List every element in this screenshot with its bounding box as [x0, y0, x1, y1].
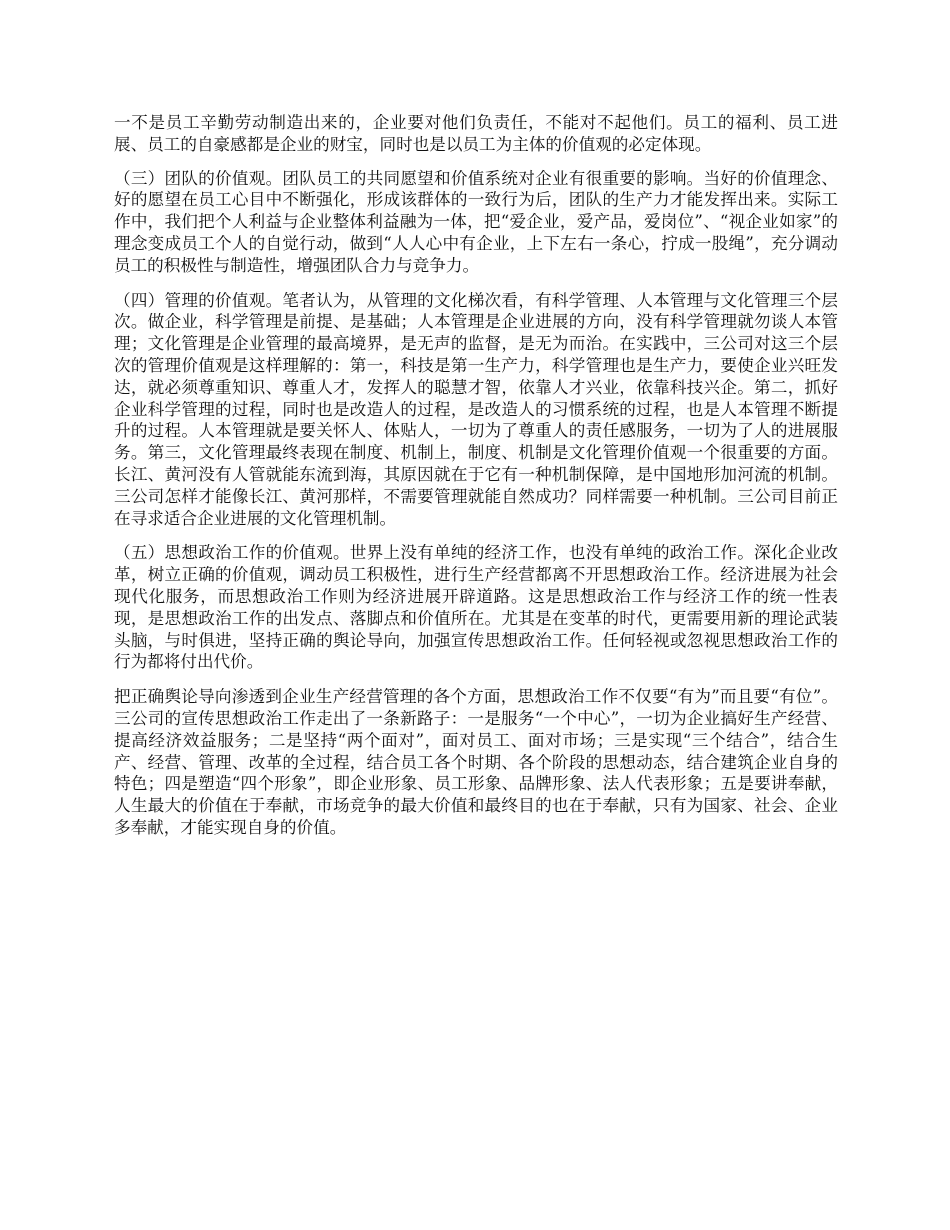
paragraph-management-values: （四）管理的价值观。笔者认为，从管理的文化梯次看，有科学管理、人本管理与文化管理三个层次。做企业，科学管理是前提、是基础；人本管理是企业进展的方向，没有科学管理就勿谈人本管理；文化管理是企业管理的最高境界，是无声的监督，是无为而治。在实践中，三公司对这三个层次的管理价值观是这样理解的：第一，科技是第一生产力，科学管理也是生产力，要使企业兴旺发达，就必须尊重知识、尊重人才，发挥人的聪慧才智，依靠人才兴业，依靠科技兴企。第二，抓好企业科学管理的过程，同时也是改造人的过程，是改造人的习惯系统的过程，也是人本管理不断提升的过程。人本管理就是要关怀人、体贴人，一切为了尊重人的责任感服务，一切为了人的进展服务。第三，文化管理最终表现在制度、机制上，制度、机制是文化管理价值观一个很重要的方面。长江、黄河没有人管就能东流到海，其原因就在于它有一种机制保障，是中国地形加河流的机制。三公司怎样才能像长江、黄河那样，不需要管理就能自然成功？同样需要一种机制。三公司目前正在寻求适合企业进展的文化管理机制。: [114, 290, 838, 528]
paragraph-team-values: （三）团队的价值观。团队员工的共同愿望和价值系统对企业有很重要的影响。当好的价值理念、好的愿望在员工心目中不断强化，形成该群体的一致行为后，团队的生产力才能发挥出来。实际工作中，我们把个人利益与企业整体利益融为一体，把“爱企业，爱产品，爱岗位”、“视企业如家”的理念变成员工个人的自觉行动，做到“人人心中有企业，上下左右一条心，拧成一股绳”，充分调动员工的积极性与制造性，增强团队合力与竞争力。: [114, 168, 838, 275]
paragraph-political-work-values: （五）思想政治工作的价值观。世界上没有单纯的经济工作，也没有单纯的政治工作。深化企业改革，树立正确的价值观，调动员工积极性，进行生产经营都离不开思想政治工作。经济进展为社会现代化服务，而思想政治工作则为经济进展开辟道路。这是思想政治工作与经济工作的统一性表现，是思想政治工作的出发点、落脚点和价值所在。尤其是在变革的时代，更需要用新的理论武装头脑，与时俱进，坚持正确的舆论导向，加强宣传思想政治工作。任何轻视或忽视思想政治工作的行为都将付出代价。: [114, 543, 838, 672]
document-body: [114, 112, 838, 852]
paragraph-public-opinion-guidance: 把正确舆论导向渗透到企业生产经营管理的各个方面，思想政治工作不仅要“有为”而且要“有位”。三公司的宣传思想政治工作走出了一条新路子：一是服务“一个中心”，一切为企业搞好生产经营、提高经济效益服务；二是坚持“两个面对”，面对员工、面对市场；三是实现“三个结合”，结合生产、经营、管理、改革的全过程，结合员工各个时期、各个阶段的思想动态，结合建筑企业自身的特色；四是塑造“四个形象”，即企业形象、员工形象、品牌形象、法人代表形象；五是要讲奉献，人生最大的价值在于奉献，市场竞争的最大价值和最终目的也在于奉献，只有为国家、社会、企业多奉献，才能实现自身的价值。: [114, 687, 838, 837]
paragraph-employee-welfare: 一不是员工辛勤劳动制造出来的，企业要对他们负责任，不能对不起他们。员工的福利、员工进展、员工的自豪感都是企业的财宝，同时也是以员工为主体的价值观的必定体现。: [114, 113, 838, 154]
